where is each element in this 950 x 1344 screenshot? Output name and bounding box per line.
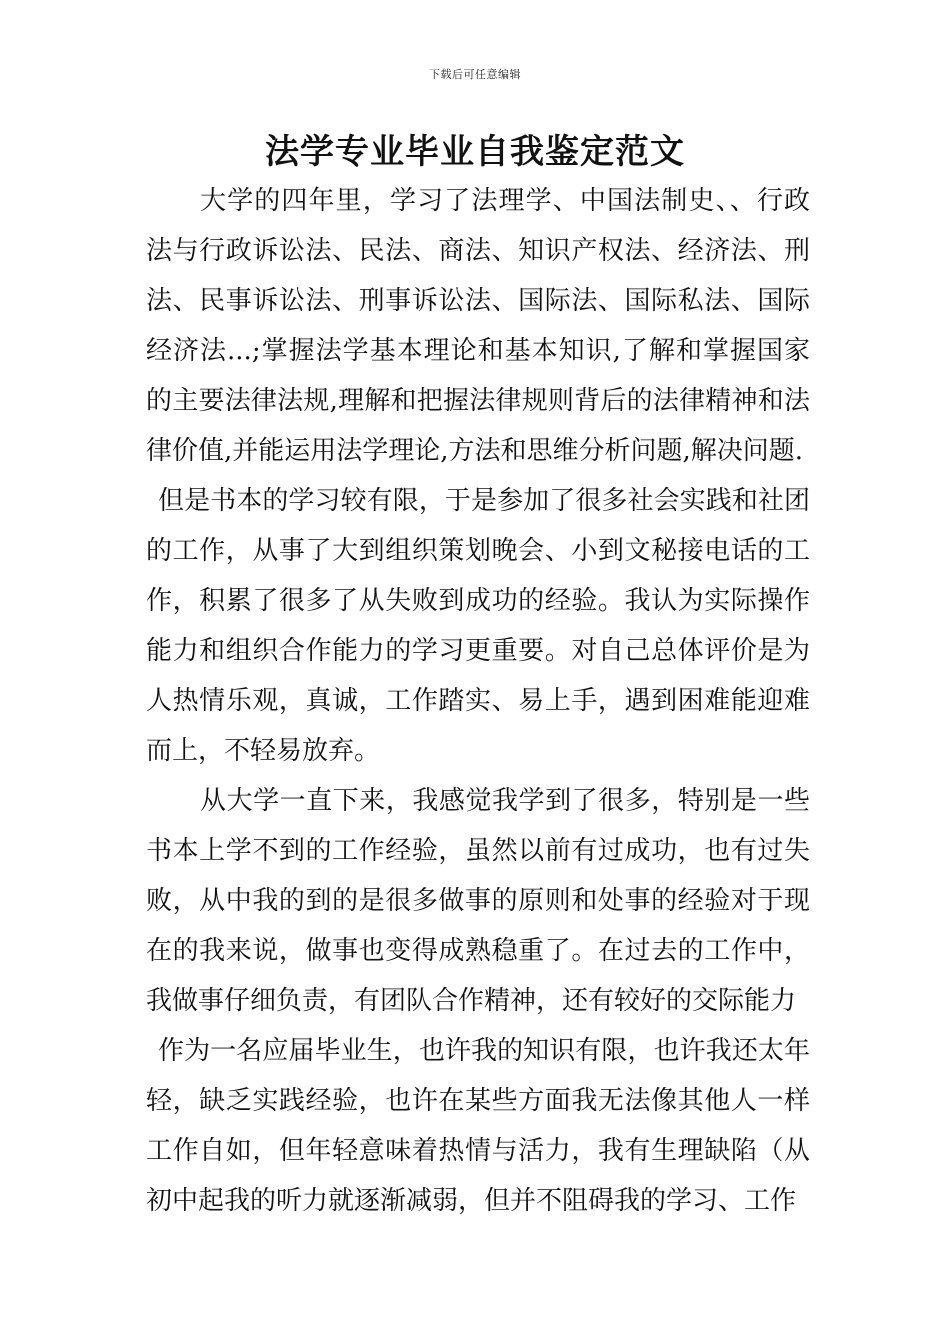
header-note: 下载后可任意编辑 xyxy=(429,68,521,81)
paragraph-4: 作为一名应届毕业生，也许我的知识有限，也许我还太年轻，缺乏实践经验，也许在某些方面我无法像其他人一样工作自如，但年轻意味着热情与活力，我有生理缺陷（从初中起我的听力就逐渐减弱，但并不阻碍我的学习、工作 xyxy=(146,1036,810,1216)
paragraph-2: 但是书本的学习较有限，于是参加了很多社会实践和社团的工作，从事了大到组织策划晚会、小到文秘接电话的工作，积累了很多了从失败到成功的经验。我认为实际操作能力和组织合作能力的学习更重要。对自己总体评价是为人热情乐观，真诚，工作踏实、易上手，遇到困难能迎难而上，不轻易放弃。 xyxy=(146,486,810,766)
document-title: 法学专业毕业自我鉴定范文 xyxy=(265,132,685,172)
paragraph-3: 从大学一直下来，我感觉我学到了很多，特别是一些书本上学不到的工作经验，虽然以前有过成功，也有过失败，从中我的到的是很多做事的原则和处事的经验对于现在的我来说，做事也变得成熟稳重了。在过去的工作中，我做事仔细负责，有团队合作精神，还有较好的交际能力 xyxy=(146,786,810,1016)
paragraph-1: 大学的四年里，学习了法理学、中国法制史、、行政法与行政诉讼法、民法、商法、知识产权法、经济法、刑法、民事诉讼法、刑事诉讼法、国际法、国际私法、国际经济法...;掌握法学基本理论和基本知识,了解和掌握国家的主要法律法规,理解和把握法律规则背后的法律精神和法律价值,并能运用法学理论,方法和思维分析问题,解决问题. xyxy=(146,186,810,466)
document-body xyxy=(146,176,810,1226)
